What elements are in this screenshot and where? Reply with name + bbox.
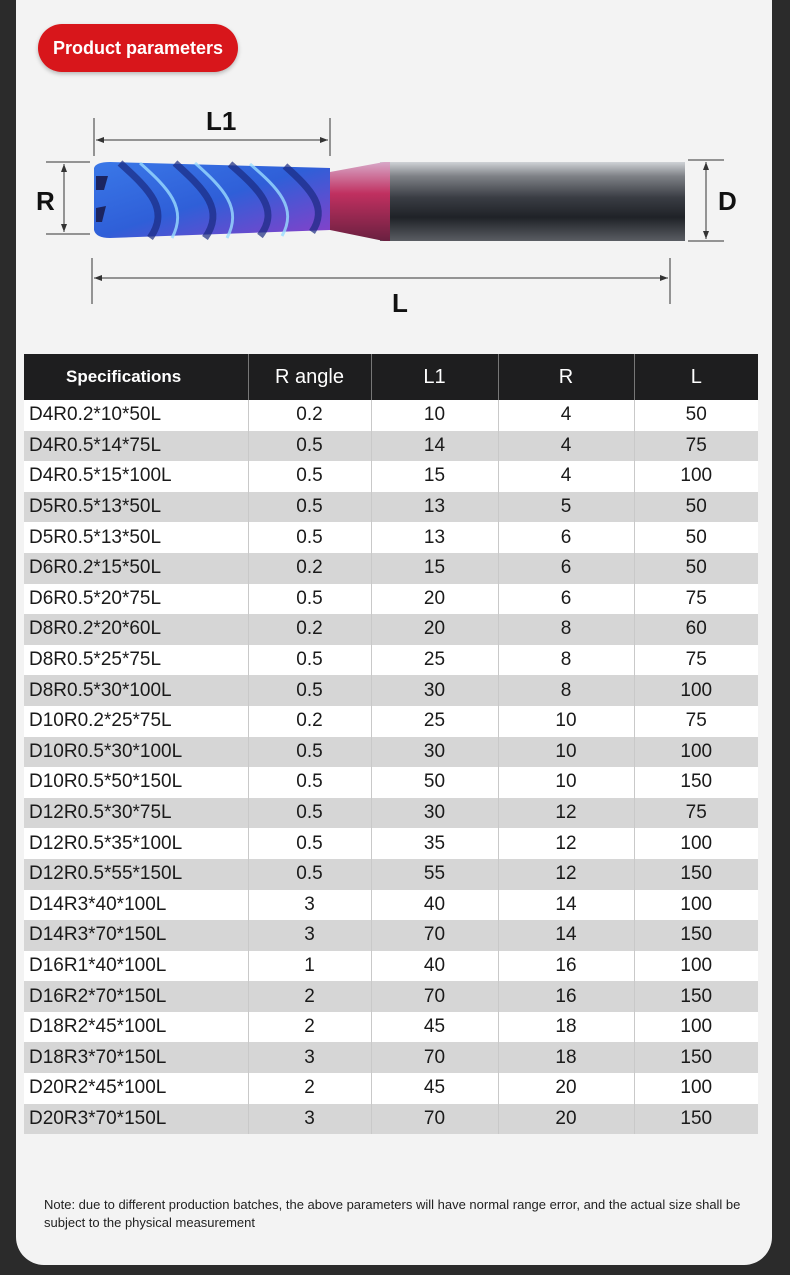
cell-l1: 13 xyxy=(371,522,498,553)
cell-l: 100 xyxy=(634,461,758,492)
cell-r: 18 xyxy=(498,1012,634,1043)
cell-l: 150 xyxy=(634,859,758,890)
cell-l1: 25 xyxy=(371,706,498,737)
cell-l1: 10 xyxy=(371,400,498,431)
cell-r-angle: 0.5 xyxy=(248,737,371,768)
cell-l1: 20 xyxy=(371,614,498,645)
cell-l1: 13 xyxy=(371,492,498,523)
cell-r: 14 xyxy=(498,890,634,921)
table-row xyxy=(24,645,758,676)
cell-r: 12 xyxy=(498,828,634,859)
cell-r: 16 xyxy=(498,981,634,1012)
cell-r: 20 xyxy=(498,1073,634,1104)
note-text: Note: due to different production batches, the above parameters will have normal range error, and the actual size shall be subject to the physical measurement xyxy=(44,1197,741,1230)
cell-specification: D12R0.5*55*150L xyxy=(29,863,183,885)
cell-l1: 25 xyxy=(371,645,498,676)
cell-r: 18 xyxy=(498,1042,634,1073)
cell-l: 100 xyxy=(634,675,758,706)
table-row xyxy=(24,706,758,737)
cell-l: 60 xyxy=(634,614,758,645)
cell-l: 100 xyxy=(634,1012,758,1043)
cell-l1: 70 xyxy=(371,981,498,1012)
cell-specification: D5R0.5*13*50L xyxy=(29,526,162,548)
cell-specification: D16R2*70*150L xyxy=(29,985,167,1007)
header-l: L xyxy=(634,354,758,400)
cell-r-angle: 0.5 xyxy=(248,461,371,492)
table-row xyxy=(24,981,758,1012)
cell-specification: D4R0.5*14*75L xyxy=(29,434,162,456)
cell-specification: D6R0.2*15*50L xyxy=(29,557,162,579)
cell-r-angle: 0.5 xyxy=(248,645,371,676)
cell-l1: 45 xyxy=(371,1073,498,1104)
cell-l: 50 xyxy=(634,522,758,553)
table-row xyxy=(24,492,758,523)
cell-r: 10 xyxy=(498,706,634,737)
cell-specification: D14R3*70*150L xyxy=(29,924,167,946)
cell-r-angle: 0.5 xyxy=(248,522,371,553)
cell-l: 50 xyxy=(634,400,758,431)
table-row xyxy=(24,951,758,982)
cell-l: 75 xyxy=(634,798,758,829)
cell-r-angle: 2 xyxy=(248,1012,371,1043)
cell-l: 100 xyxy=(634,951,758,982)
cell-r: 6 xyxy=(498,584,634,615)
cell-l: 100 xyxy=(634,737,758,768)
cell-r-angle: 1 xyxy=(248,951,371,982)
cell-l1: 55 xyxy=(371,859,498,890)
cell-r-angle: 0.2 xyxy=(248,400,371,431)
cell-l1: 20 xyxy=(371,584,498,615)
cell-r: 20 xyxy=(498,1104,634,1135)
table-row xyxy=(24,1073,758,1104)
cell-l: 150 xyxy=(634,981,758,1012)
cell-l1: 70 xyxy=(371,920,498,951)
table-row xyxy=(24,584,758,615)
dimension-label-l: L xyxy=(392,288,408,318)
dimension-label-d: D xyxy=(718,186,737,216)
cell-specification: D4R0.5*15*100L xyxy=(29,465,172,487)
cell-specification: D8R0.5*30*100L xyxy=(29,679,172,701)
cell-l: 75 xyxy=(634,431,758,462)
cell-specification: D5R0.5*13*50L xyxy=(29,496,162,518)
cell-l1: 40 xyxy=(371,951,498,982)
cell-specification: D8R0.2*20*60L xyxy=(29,618,162,640)
cell-r-angle: 0.5 xyxy=(248,798,371,829)
badge-label: Product parameters xyxy=(52,37,224,58)
cell-r: 4 xyxy=(498,461,634,492)
header-specifications: Specifications xyxy=(24,354,248,400)
header-l1: L1 xyxy=(371,354,498,400)
cell-specification: D14R3*40*100L xyxy=(29,893,167,915)
cell-r-angle: 0.5 xyxy=(248,767,371,798)
cell-r: 6 xyxy=(498,553,634,584)
cell-l1: 35 xyxy=(371,828,498,859)
cell-specification: D10R0.2*25*75L xyxy=(29,710,172,732)
cell-l1: 70 xyxy=(371,1104,498,1135)
cell-r: 14 xyxy=(498,920,634,951)
cell-r: 16 xyxy=(498,951,634,982)
table-body xyxy=(24,400,758,1134)
table-header-row xyxy=(24,354,758,400)
cell-l1: 30 xyxy=(371,798,498,829)
table-row xyxy=(24,828,758,859)
cell-r-angle: 0.5 xyxy=(248,828,371,859)
cell-specification: D18R2*45*100L xyxy=(29,1016,167,1038)
table-row xyxy=(24,431,758,462)
table-row xyxy=(24,522,758,553)
cell-r-angle: 3 xyxy=(248,920,371,951)
cell-l1: 45 xyxy=(371,1012,498,1043)
table-row xyxy=(24,798,758,829)
cell-l1: 15 xyxy=(371,461,498,492)
cell-l: 100 xyxy=(634,828,758,859)
header-r: R xyxy=(498,354,634,400)
cell-l: 75 xyxy=(634,584,758,615)
product-parameters-badge xyxy=(38,24,238,72)
table-row xyxy=(24,1104,758,1135)
cell-l: 50 xyxy=(634,492,758,523)
cell-r-angle: 3 xyxy=(248,1042,371,1073)
table-row xyxy=(24,890,758,921)
cell-l1: 30 xyxy=(371,675,498,706)
cell-l: 50 xyxy=(634,553,758,584)
cell-r-angle: 0.5 xyxy=(248,584,371,615)
end-mill-diagram xyxy=(0,90,790,330)
cell-r: 10 xyxy=(498,767,634,798)
cell-l: 150 xyxy=(634,1042,758,1073)
table-row xyxy=(24,920,758,951)
table-row xyxy=(24,461,758,492)
cell-r-angle: 2 xyxy=(248,1073,371,1104)
cell-l1: 14 xyxy=(371,431,498,462)
cell-l1: 40 xyxy=(371,890,498,921)
cell-specification: D20R3*70*150L xyxy=(29,1107,167,1129)
cell-r-angle: 0.2 xyxy=(248,706,371,737)
table-row xyxy=(24,767,758,798)
cell-r-angle: 0.5 xyxy=(248,675,371,706)
cell-l1: 15 xyxy=(371,553,498,584)
table-row xyxy=(24,400,758,431)
cell-r-angle: 2 xyxy=(248,981,371,1012)
cell-specification: D10R0.5*30*100L xyxy=(29,740,183,762)
cell-l: 75 xyxy=(634,645,758,676)
cell-r: 4 xyxy=(498,400,634,431)
table-row xyxy=(24,675,758,706)
table-row xyxy=(24,859,758,890)
table-row xyxy=(24,553,758,584)
cell-r: 5 xyxy=(498,492,634,523)
table-row xyxy=(24,614,758,645)
cell-l: 100 xyxy=(634,1073,758,1104)
cell-r: 6 xyxy=(498,522,634,553)
table-row xyxy=(24,1042,758,1073)
cell-r-angle: 3 xyxy=(248,890,371,921)
cell-specification: D4R0.2*10*50L xyxy=(29,404,162,426)
cell-l: 75 xyxy=(634,706,758,737)
cell-r: 8 xyxy=(498,675,634,706)
cell-r: 10 xyxy=(498,737,634,768)
cell-specification: D18R3*70*150L xyxy=(29,1046,167,1068)
cell-r: 12 xyxy=(498,859,634,890)
cell-r-angle: 0.2 xyxy=(248,614,371,645)
cell-specification: D6R0.5*20*75L xyxy=(29,587,162,609)
table-row xyxy=(24,1012,758,1043)
cell-l: 150 xyxy=(634,767,758,798)
cell-specification: D12R0.5*30*75L xyxy=(29,802,172,824)
cell-r-angle: 0.2 xyxy=(248,553,371,584)
cell-r-angle: 0.5 xyxy=(248,492,371,523)
cell-r: 8 xyxy=(498,645,634,676)
cell-specification: D20R2*45*100L xyxy=(29,1077,167,1099)
cell-l: 150 xyxy=(634,1104,758,1135)
cell-l1: 30 xyxy=(371,737,498,768)
cell-specification: D10R0.5*50*150L xyxy=(29,771,183,793)
cell-l: 100 xyxy=(634,890,758,921)
cell-l: 150 xyxy=(634,920,758,951)
table-row xyxy=(24,737,758,768)
cell-r: 12 xyxy=(498,798,634,829)
cell-specification: D8R0.5*25*75L xyxy=(29,649,162,671)
cell-r-angle: 0.5 xyxy=(248,431,371,462)
header-r-angle: R angle xyxy=(248,354,371,400)
cell-r-angle: 3 xyxy=(248,1104,371,1135)
cell-r-angle: 0.5 xyxy=(248,859,371,890)
cell-specification: D12R0.5*35*100L xyxy=(29,832,183,854)
dimension-label-l1: L1 xyxy=(206,106,237,136)
cell-specification: D16R1*40*100L xyxy=(29,954,167,976)
cell-r: 8 xyxy=(498,614,634,645)
spec-table xyxy=(24,354,758,1134)
cell-l1: 70 xyxy=(371,1042,498,1073)
cell-r: 4 xyxy=(498,431,634,462)
cell-l1: 50 xyxy=(371,767,498,798)
dimension-label-r: R xyxy=(36,186,55,216)
